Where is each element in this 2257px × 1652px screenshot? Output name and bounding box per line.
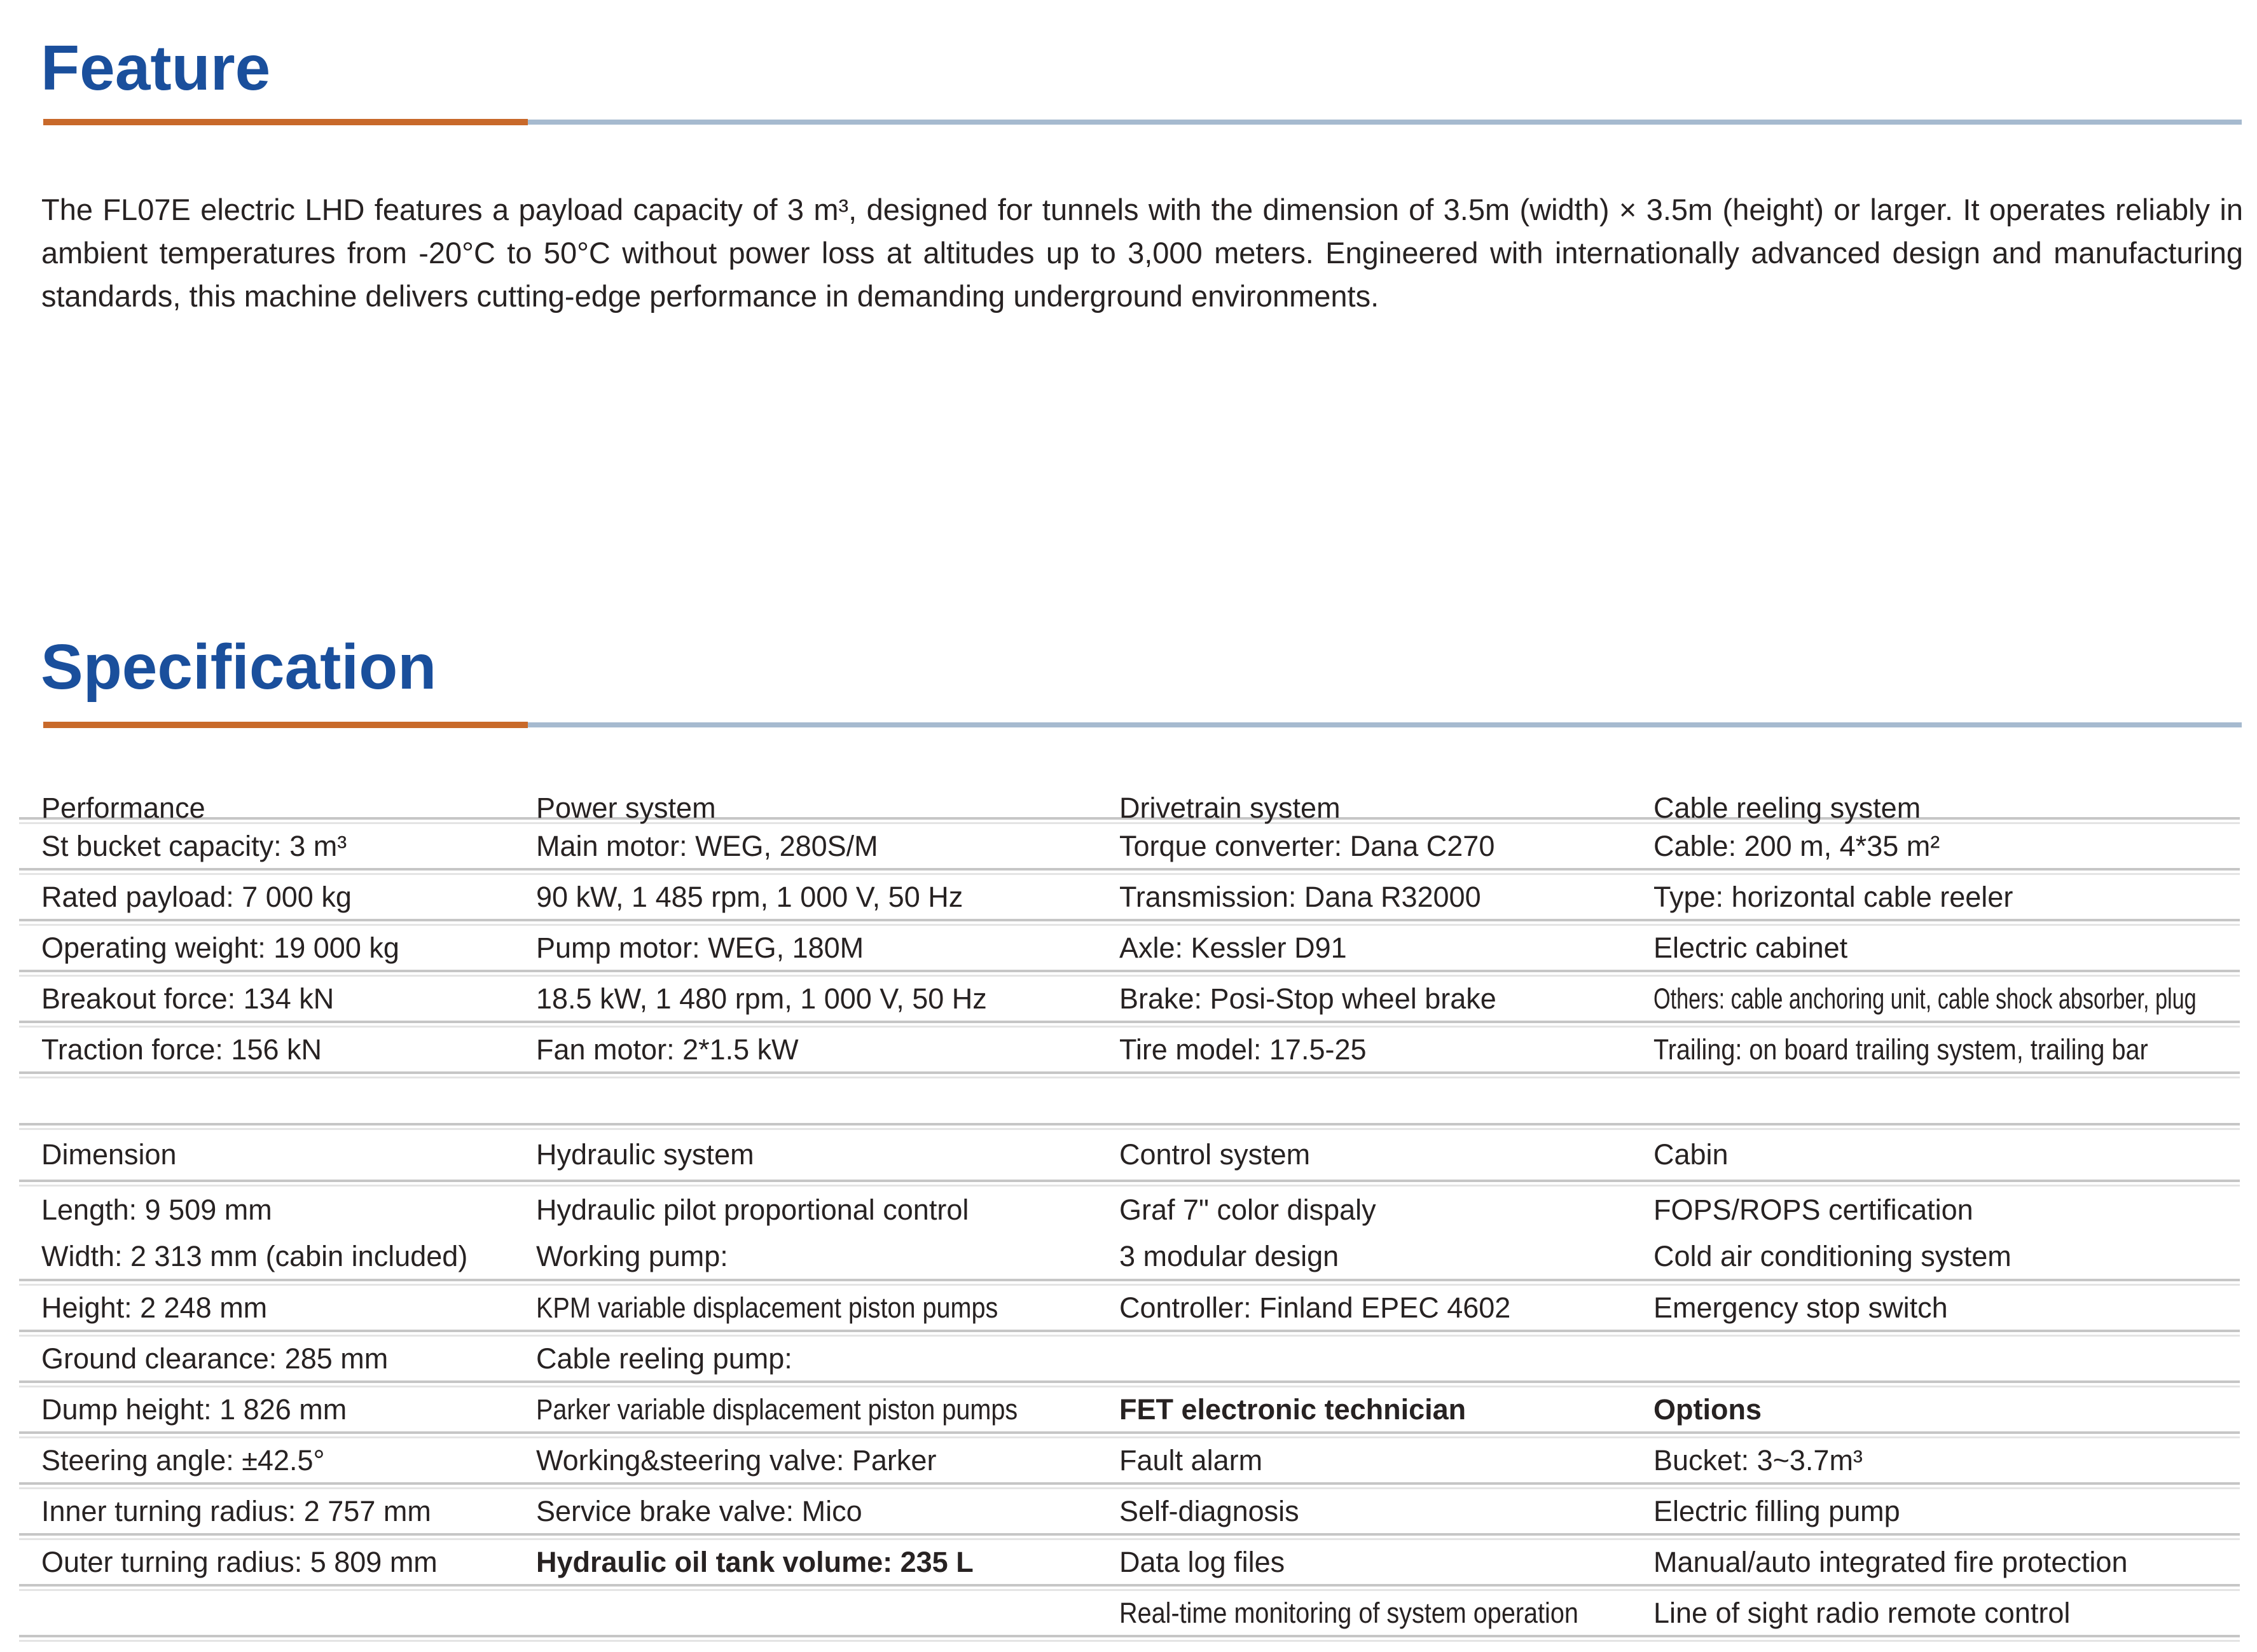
spec-cell-line: Graf 7" color dispaly (1119, 1194, 1376, 1226)
spec-cell: Emergency stop switch (1653, 1291, 1948, 1324)
spec-cell-line: Width: 2 313 mm (cabin included) (41, 1240, 468, 1272)
column-header-drivetrain-system: Drivetrain system (1119, 792, 1341, 824)
table-row (19, 1489, 2240, 1533)
table-row (19, 1187, 2240, 1279)
table1-header-row (19, 792, 2240, 824)
row-separator (19, 1584, 2240, 1591)
specification-underline-orange-segment (43, 722, 528, 728)
spec-cell-line: Cold air conditioning system (1653, 1240, 2012, 1272)
spec-cell (1653, 1187, 2240, 1279)
row-separator (19, 1431, 2240, 1438)
spec-cell: Inner turning radius: 2 757 mm (41, 1494, 431, 1527)
spec-cell: Controller: Finland EPEC 4602 (1119, 1291, 1511, 1324)
table-row (19, 1540, 2240, 1584)
spec-cell: Real-time monitoring of system operation (1119, 1596, 1578, 1629)
spec-cell: Height: 2 248 mm (41, 1291, 268, 1324)
spec-cell: Operating weight: 19 000 kg (41, 931, 399, 964)
row-separator (19, 1482, 2240, 1489)
table-spacer-row (19, 1078, 2240, 1123)
spec-cell-line: FOPS/ROPS certification (1653, 1194, 1973, 1226)
row-separator (19, 868, 2240, 875)
spec-cell: Transmission: Dana R32000 (1119, 880, 1481, 913)
spec-cell: Line of sight radio remote control (1653, 1596, 2071, 1629)
row-separator (19, 1180, 2240, 1187)
spec-cell: Cable: 200 m, 4*35 m² (1653, 829, 1940, 862)
row-separator (19, 1021, 2240, 1028)
feature-intro-paragraph: The FL07E electric LHD features a payload capacity of 3 m³, designed for tunnels with the dimension of 3.5m (width) × 3.5m (height) or larger. It operates reliably in ambient temperatures from -20°C to 50°C without power loss at altitudes up to 3,000 meters. Engineered with internationally advanced design and manufacturing standards, this machine delivers cutting-edge performance in demanding underground environments. (41, 193, 2243, 313)
spec-cell: Electric filling pump (1653, 1494, 1900, 1527)
table-row (19, 1337, 2240, 1380)
row-separator (19, 1635, 2240, 1642)
spec-cell: Service brake valve: Mico (536, 1494, 862, 1527)
spec-cell: Ground clearance: 285 mm (41, 1342, 389, 1375)
spec-cell: Breakout force: 134 kN (41, 982, 335, 1015)
spec-cell: Tire model: 17.5-25 (1119, 1033, 1367, 1066)
feature-section-title: Feature (41, 32, 271, 104)
spec-cell: Others: cable anchoring unit, cable shock absorber, plug (1653, 982, 2197, 1015)
table-row (19, 875, 2240, 919)
specification-table (19, 792, 2240, 1642)
row-separator (19, 1380, 2240, 1387)
column-header-cabin: Cabin (1653, 1138, 1729, 1171)
spec-cell: Manual/auto integrated fire protection (1653, 1545, 2128, 1578)
spec-cell: Hydraulic oil tank volume: 235 L (536, 1545, 974, 1578)
spec-cell: Bucket: 3~3.7m³ (1653, 1443, 1863, 1476)
spec-cell: Traction force: 156 kN (41, 1033, 322, 1066)
specification-underline-gray-segment (528, 722, 2242, 727)
row-separator (19, 1279, 2240, 1286)
spec-cell: Fault alarm (1119, 1443, 1263, 1476)
table-row (19, 1286, 2240, 1330)
spec-cell: Trailing: on board trailing system, trailing bar (1653, 1033, 2148, 1066)
table-row (19, 926, 2240, 970)
spec-cell: Main motor: WEG, 280S/M (536, 829, 878, 862)
column-header-performance: Performance (41, 792, 205, 824)
spec-cell: 18.5 kW, 1 480 rpm, 1 000 V, 50 Hz (536, 982, 987, 1015)
spec-cell: Parker variable displacement piston pumps (536, 1393, 1018, 1426)
spec-cell-line: Working pump: (536, 1240, 728, 1272)
row-separator (19, 970, 2240, 977)
spec-cell (536, 1187, 1119, 1279)
row-separator (19, 1533, 2240, 1540)
table-row (19, 824, 2240, 868)
spec-cell (1119, 1187, 1653, 1279)
spec-cell: Electric cabinet (1653, 931, 1848, 964)
spec-cell: Outer turning radius: 5 809 mm (41, 1545, 438, 1578)
spec-cell: Cable reeling pump: (536, 1342, 792, 1375)
table-row (19, 1591, 2240, 1635)
spec-cell: Type: horizontal cable reeler (1653, 880, 2013, 913)
column-header-cable-reeling-system: Cable reeling system (1653, 792, 1921, 824)
row-separator (19, 1123, 2240, 1130)
spec-cell: Working&steering valve: Parker (536, 1443, 937, 1476)
column-header-dimension: Dimension (41, 1138, 177, 1171)
spec-subheader-fet: FET electronic technician (1119, 1393, 1467, 1426)
spec-cell-line: Length: 9 509 mm (41, 1194, 272, 1226)
table-row (19, 977, 2240, 1021)
spec-cell: Torque converter: Dana C270 (1119, 829, 1495, 862)
spec-cell: Steering angle: ±42.5° (41, 1443, 325, 1476)
spec-cell: Self-diagnosis (1119, 1494, 1299, 1527)
spec-cell (19, 1187, 536, 1279)
column-header-control-system: Control system (1119, 1138, 1311, 1171)
spec-cell: St bucket capacity: 3 m³ (41, 829, 347, 862)
feature-underline (43, 119, 2242, 125)
table-row (19, 1028, 2240, 1071)
spec-cell-line: Hydraulic pilot proportional control (536, 1194, 969, 1226)
spec-cell: Axle: Kessler D91 (1119, 931, 1347, 964)
table-row (19, 1438, 2240, 1482)
column-header-power-system: Power system (536, 792, 716, 824)
row-separator (19, 919, 2240, 926)
spec-cell: Rated payload: 7 000 kg (41, 880, 352, 913)
spec-subheader-options: Options (1653, 1393, 1762, 1426)
spec-cell: Pump motor: WEG, 180M (536, 931, 864, 964)
spec-cell: 90 kW, 1 485 rpm, 1 000 V, 50 Hz (536, 880, 963, 913)
spec-cell: Dump height: 1 826 mm (41, 1393, 347, 1426)
feature-underline-orange-segment (43, 119, 528, 125)
spec-cell: KPM variable displacement piston pumps (536, 1291, 998, 1324)
column-header-hydraulic-system: Hydraulic system (536, 1138, 754, 1171)
table2-header-row (19, 1130, 2240, 1180)
spec-cell-line: 3 modular design (1119, 1240, 1339, 1272)
feature-underline-gray-segment (528, 120, 2242, 125)
specification-section-title: Specification (41, 631, 437, 703)
table-row (19, 1387, 2240, 1431)
row-separator (19, 1330, 2240, 1337)
specification-underline (43, 722, 2242, 728)
spec-cell: Fan motor: 2*1.5 kW (536, 1033, 799, 1066)
spec-cell: Brake: Posi-Stop wheel brake (1119, 982, 1496, 1015)
row-separator (19, 1071, 2240, 1078)
spec-cell: Data log files (1119, 1545, 1285, 1578)
